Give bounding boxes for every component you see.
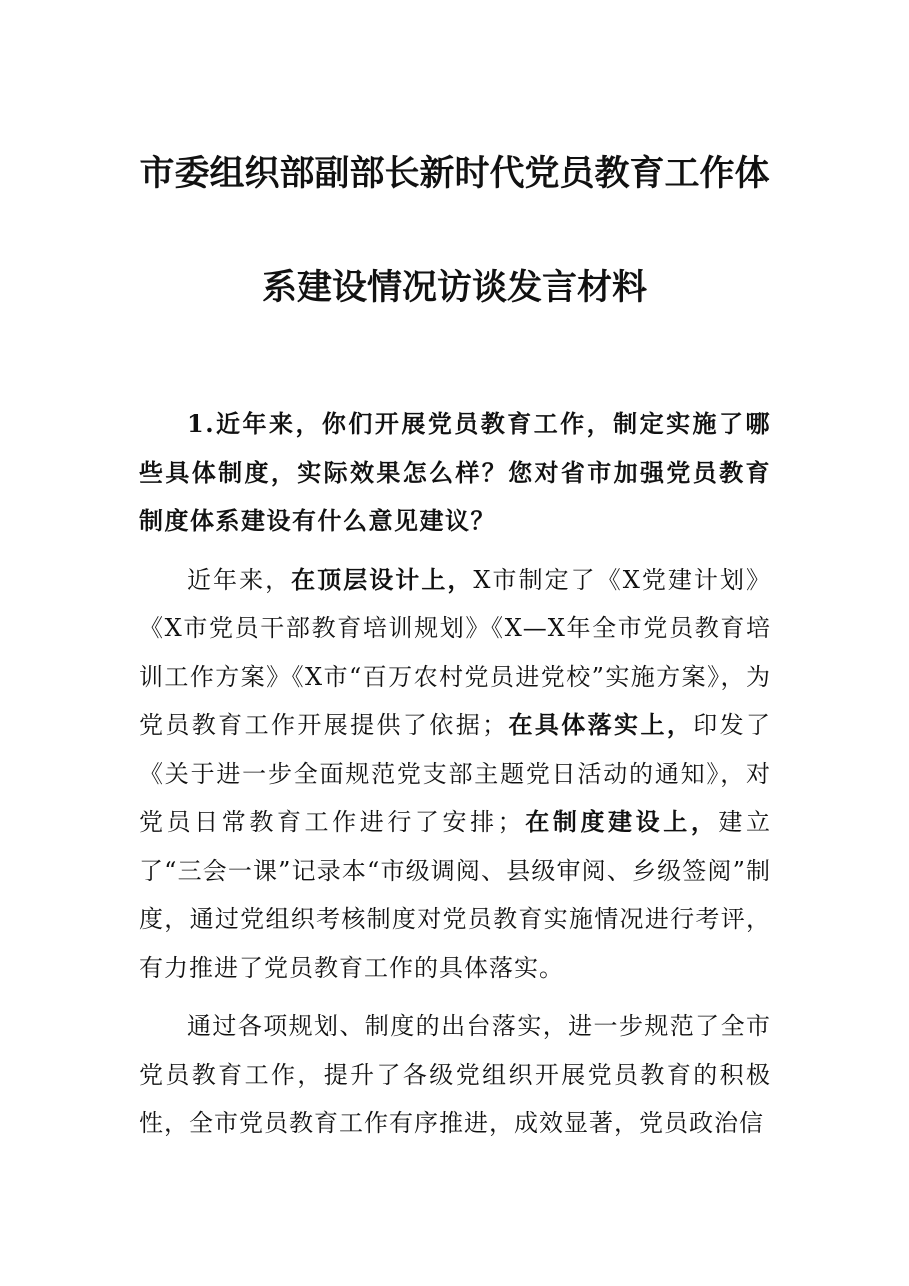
text-span: 近年来，	[187, 565, 292, 594]
emphasis-implementation: 在具体落实上，	[507, 710, 694, 739]
text-span: 建立了“三会一课”记录本“市级调阅、县级审阅、乡级签阅”制度，通过党组织考核制度对党员教育实施情况进行考评，有力推进了党员教育工作的具体落实。	[139, 808, 772, 982]
answer-paragraph-2: 通过各项规划、制度的出台落实，进一步规范了全市党员教育工作，提升了各级党组织开展党员教育的积极性，全市党员教育工作有序推进，成效显著，党员政治信	[139, 1012, 771, 1137]
question-paragraph: 1.近年来，你们开展党员教育工作，制定实施了哪些具体制度，实际效果怎么样？您对省市加强党员教育制度体系建设有什么意见建议？	[139, 409, 771, 535]
emphasis-top-level-design: 在顶层设计上，	[291, 564, 474, 594]
document-title-line-1: 市委组织部副部长新时代党员教育工作体	[139, 154, 770, 194]
document-body	[139, 400, 771, 1148]
answer-paragraph-1	[139, 556, 771, 993]
emphasis-system-building: 在制度建设上，	[522, 807, 719, 836]
document-title-line-2: 系建设情况访谈发言材料	[261, 268, 647, 308]
text-span: X市制定了《X党建计划》《X市党员干部教育培训规划》《X—X年全市党员教育培训工作方案》《X市“百万农村党员进党校”实施方案》，为党员教育工作开展提供了依据；	[139, 565, 772, 739]
text-span: 印发了《关于进一步全面规范党支部主题党日活动的通知》，对党员日常教育工作进行了安排；	[139, 711, 772, 836]
